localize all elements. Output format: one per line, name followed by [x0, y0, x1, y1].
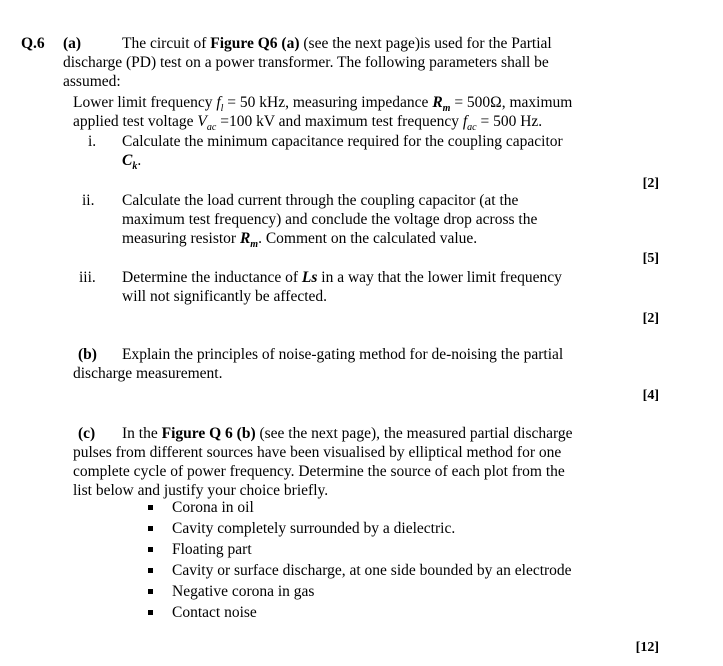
parameters-line-2: applied test voltage $V_{ac} =100$ kV and maximum test frequency $f_{ac} = 500$ Hz.	[73, 113, 543, 134]
mark-part-c: [12]	[635, 640, 659, 655]
bullet-icon	[148, 505, 153, 510]
sub-question-ii-number: ii.	[82, 192, 95, 209]
part-b-line-2: discharge measurement.	[73, 365, 223, 382]
question-number: Q.6	[21, 35, 45, 52]
part-a-intro-line-2: discharge (PD) test on a power transformer. The following parameters shall be	[63, 54, 549, 71]
sub-question-iii-line-1: Determine the inductance of Ls in a way that the lower limit frequency	[122, 269, 562, 286]
sub-question-iii-line-2: will not significantly be affected.	[122, 288, 328, 305]
mark-sub-iii: [2]	[642, 311, 659, 326]
part-c-label: (c)	[78, 425, 96, 442]
bullet-icon	[148, 547, 153, 552]
mark-sub-ii: [5]	[642, 251, 659, 266]
part-c-line-1: In the Figure Q 6 (b) (see the next page), the measured partial discharge	[122, 425, 573, 442]
mark-sub-i: [2]	[642, 176, 659, 191]
bullet-icon	[148, 589, 153, 594]
bullet-icon	[148, 610, 153, 615]
part-c-line-3: complete cycle of power frequency. Determine the source of each plot from the	[73, 463, 565, 480]
bullet-icon	[148, 526, 153, 531]
parameters-line-1: Lower limit frequency $f_l = 50$ kHz, measuring impedance $R_m = 500\Omega$, maximum	[73, 94, 573, 115]
sub-question-ii-line-1: Calculate the load current through the coupling capacitor (at the	[122, 192, 519, 209]
part-a-intro-line-1: The circuit of Figure Q6 (a) (see the next page)is used for the Partial	[122, 35, 552, 52]
sub-question-ii-line-2: maximum test frequency) and conclude the voltage drop across the	[122, 211, 538, 228]
sub-question-iii-number: iii.	[79, 269, 96, 286]
mark-part-b: [4]	[642, 388, 659, 403]
part-b-line-1: Explain the principles of noise-gating method for de-noising the partial	[122, 346, 564, 363]
part-a-intro-line-3: assumed:	[63, 73, 121, 90]
sub-question-ii-line-3: measuring resistor $R_m$. Comment on the calculated value.	[122, 230, 478, 251]
part-c-line-2: pulses from different sources have been visualised by elliptical method for one	[73, 444, 562, 461]
figure-ref-q6b: Figure Q 6 (b)	[161, 425, 256, 442]
part-c-line-4: list below and justify your choice briefly.	[73, 482, 329, 499]
sub-question-i-line-1: Calculate the minimum capacitance required for the coupling capacitor	[122, 133, 563, 150]
part-a-label: (a)	[63, 35, 82, 52]
figure-ref-q6a: Figure Q6 (a)	[210, 35, 300, 52]
part-b-label: (b)	[78, 346, 97, 363]
bullet-icon	[148, 568, 153, 573]
sub-question-i-number: i.	[88, 133, 97, 150]
sub-question-i-line-2: $C_k$.	[122, 152, 142, 173]
